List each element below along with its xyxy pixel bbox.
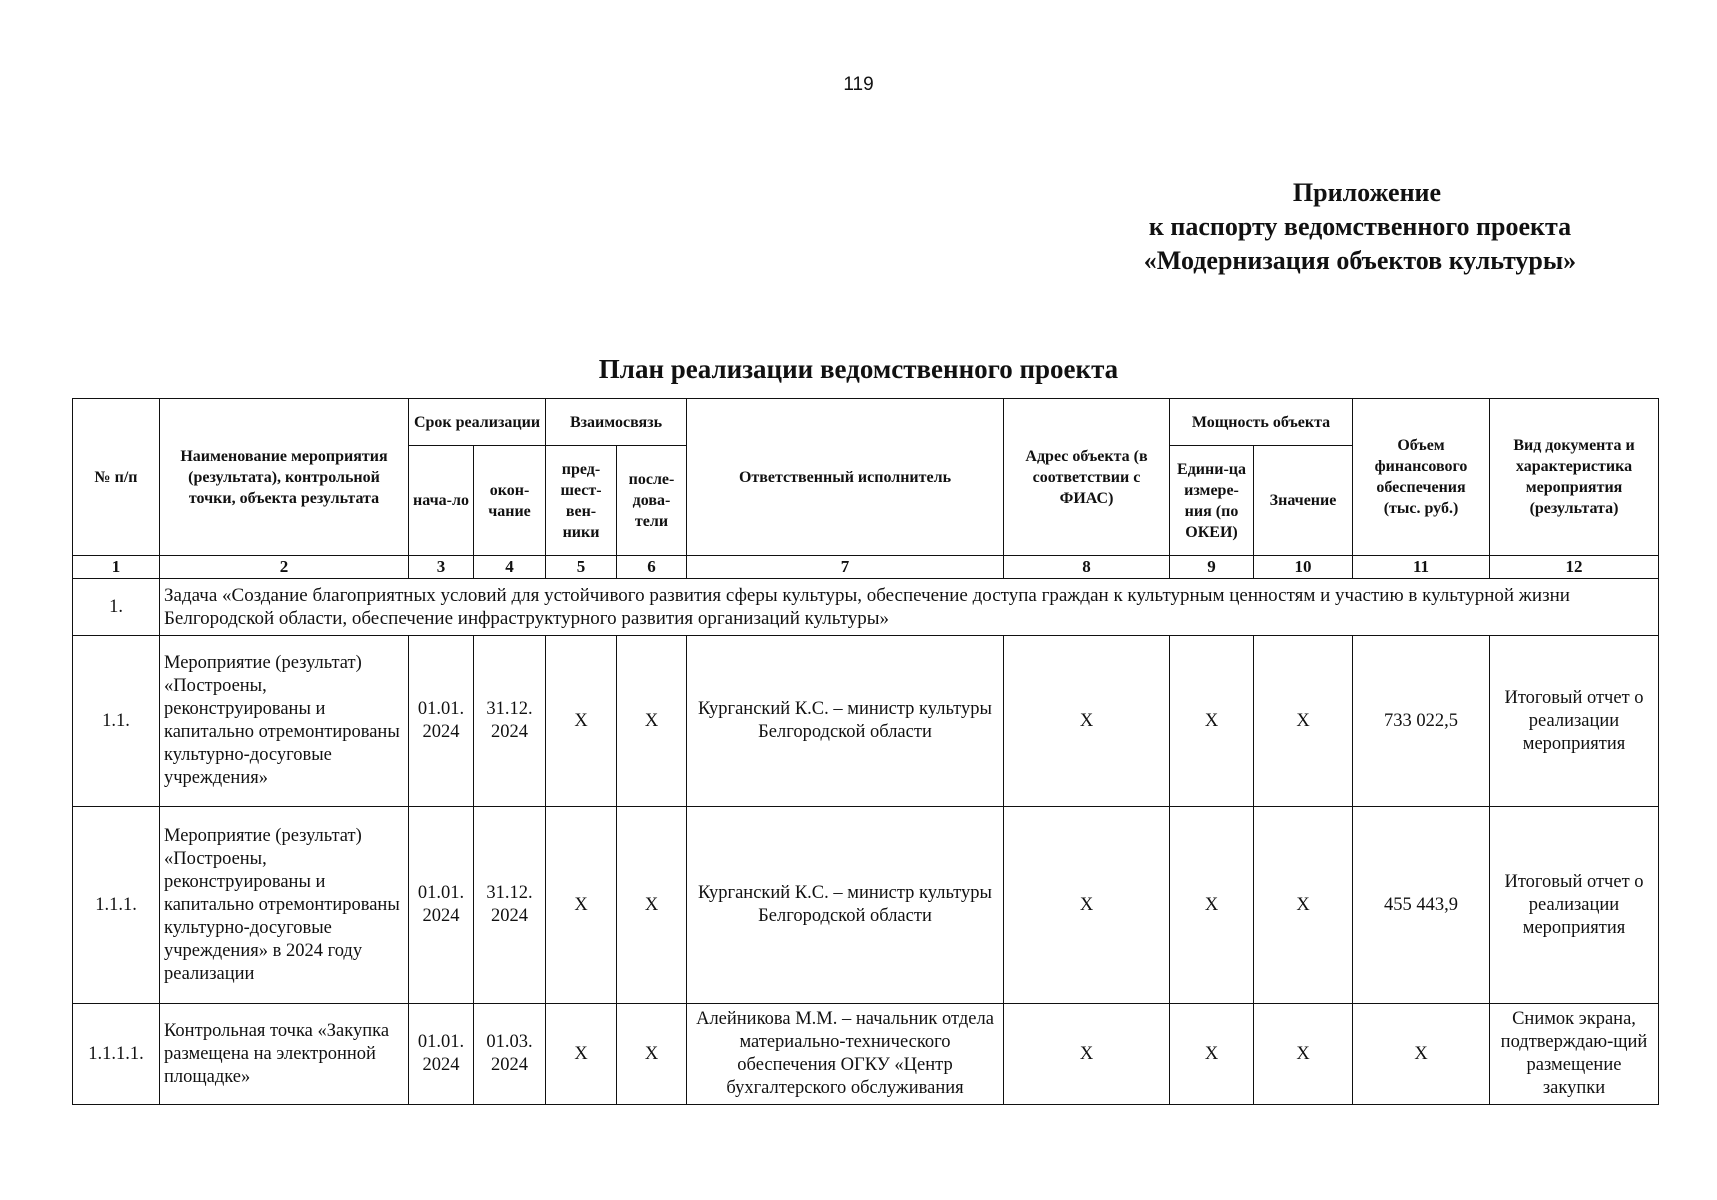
column-number: 10 xyxy=(1254,556,1353,579)
appendix-heading xyxy=(1080,176,1640,278)
header-capacity-unit: Едини-ца измере-ния (по ОКЕИ) xyxy=(1170,446,1254,556)
plan-title: План реализации ведомственного проекта xyxy=(598,354,1119,384)
row-doc: Снимок экрана, подтверждаю-щий размещение закупки xyxy=(1490,1004,1659,1105)
row-executor: Курганский К.С. – министр культуры Белгородской области xyxy=(687,636,1004,807)
row-num: 1.1.1.1. xyxy=(73,1004,160,1105)
column-number: 7 xyxy=(687,556,1004,579)
column-number: 4 xyxy=(474,556,546,579)
row-name: Мероприятие (результат) «Построены, реконструированы и капитально отремонтированы культурно-досуговые учреждения» xyxy=(160,636,409,807)
row-pred: X xyxy=(546,807,617,1004)
row-funding: 733 022,5 xyxy=(1353,636,1490,807)
appendix-line-3: «Модернизация объектов культуры» xyxy=(1143,246,1577,275)
row-unit: X xyxy=(1170,636,1254,807)
column-number: 1 xyxy=(73,556,160,579)
table-row xyxy=(73,1004,1659,1105)
appendix-line-2: к паспорту ведомственного проекта xyxy=(1148,212,1572,241)
column-number: 12 xyxy=(1490,556,1659,579)
column-number: 2 xyxy=(160,556,409,579)
row-end: 31.12. 2024 xyxy=(474,807,546,1004)
row-pred: X xyxy=(546,1004,617,1105)
row-unit: X xyxy=(1170,807,1254,1004)
header-doc: Вид документа и характеристика мероприятия (результата) xyxy=(1490,399,1659,556)
page-number: 119 xyxy=(843,74,874,95)
task-num: 1. xyxy=(73,579,160,636)
row-value: X xyxy=(1254,636,1353,807)
appendix-line-1: Приложение xyxy=(1292,178,1442,207)
row-succ: X xyxy=(617,807,687,1004)
header-term-end: окон-чание xyxy=(474,446,546,556)
row-start: 01.01. 2024 xyxy=(409,636,474,807)
row-start: 01.01. 2024 xyxy=(409,1004,474,1105)
header-executor: Ответственный исполнитель xyxy=(687,399,1004,556)
header-relation-pred: пред-шест-вен-ники xyxy=(546,446,617,556)
column-number: 5 xyxy=(546,556,617,579)
header-name: Наименование мероприятия (результата), контрольной точки, объекта результата xyxy=(160,399,409,556)
row-num: 1.1.1. xyxy=(73,807,160,1004)
row-doc: Итоговый отчет о реализации мероприятия xyxy=(1490,636,1659,807)
header-capacity-value: Значение xyxy=(1254,446,1353,556)
row-value: X xyxy=(1254,1004,1353,1105)
row-address: X xyxy=(1004,807,1170,1004)
row-num: 1.1. xyxy=(73,636,160,807)
task-text: Задача «Создание благоприятных условий для устойчивого развития сферы культуры, обеспечение доступа граждан к культурным ценностям и участию в культурной жизни Белгородской области, обеспечение инфраструктурного развития организаций культуры» xyxy=(160,579,1659,636)
row-pred: X xyxy=(546,636,617,807)
row-address: X xyxy=(1004,636,1170,807)
row-succ: X xyxy=(617,1004,687,1105)
row-address: X xyxy=(1004,1004,1170,1105)
row-executor: Курганский К.С. – министр культуры Белгородской области xyxy=(687,807,1004,1004)
column-numbers-row xyxy=(73,556,1659,579)
row-name: Контрольная точка «Закупка размещена на электронной площадке» xyxy=(160,1004,409,1105)
row-start: 01.01. 2024 xyxy=(409,807,474,1004)
column-number: 11 xyxy=(1353,556,1490,579)
column-number: 3 xyxy=(409,556,474,579)
table-row xyxy=(73,636,1659,807)
row-value: X xyxy=(1254,807,1353,1004)
row-end: 31.12. 2024 xyxy=(474,636,546,807)
row-executor: Алейникова М.М. – начальник отдела материально-технического обеспечения ОГКУ «Центр бухгалтерского обслуживания xyxy=(687,1004,1004,1105)
row-name: Мероприятие (результат) «Построены, реконструированы и капитально отремонтированы культурно-досуговые учреждения» в 2024 году реализации xyxy=(160,807,409,1004)
header-term-start: нача-ло xyxy=(409,446,474,556)
row-funding: X xyxy=(1353,1004,1490,1105)
header-funding: Объем финансового обеспечения (тыс. руб.) xyxy=(1353,399,1490,556)
row-end: 01.03. 2024 xyxy=(474,1004,546,1105)
header-capacity: Мощность объекта xyxy=(1170,399,1353,446)
task-row xyxy=(73,579,1659,636)
column-number: 9 xyxy=(1170,556,1254,579)
row-succ: X xyxy=(617,636,687,807)
header-relation: Взаимосвязь xyxy=(546,399,687,446)
table-row xyxy=(73,807,1659,1004)
header-term: Срок реализации xyxy=(409,399,546,446)
row-doc: Итоговый отчет о реализации мероприятия xyxy=(1490,807,1659,1004)
header-num: № п/п xyxy=(73,399,160,556)
row-unit: X xyxy=(1170,1004,1254,1105)
column-number: 8 xyxy=(1004,556,1170,579)
header-relation-succ: после-дова-тели xyxy=(617,446,687,556)
header-address: Адрес объекта (в соответствии с ФИАС) xyxy=(1004,399,1170,556)
plan-table xyxy=(72,398,1659,1105)
column-number: 6 xyxy=(617,556,687,579)
row-funding: 455 443,9 xyxy=(1353,807,1490,1004)
